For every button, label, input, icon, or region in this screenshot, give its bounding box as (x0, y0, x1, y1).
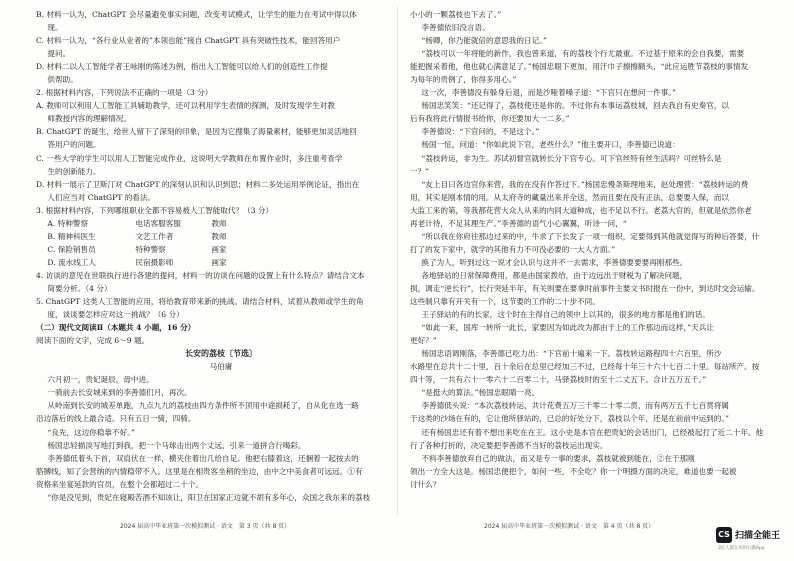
text-line: 生的创新能力。 (47, 166, 101, 176)
text-line: 简要分析。（4 分） (47, 283, 112, 293)
option-cell: 教师 (211, 218, 227, 228)
option-row (36, 217, 406, 230)
text-line: 师教授内容的理解情况。 (47, 114, 131, 124)
option-cell: 画家 (211, 257, 227, 267)
option-cell: 特种警察 (135, 244, 166, 254)
text-line: 沿边落后的线上最合适。只有五日一骑，四骑。 (36, 414, 196, 424)
text-line: 杨国一怔，问道：“你如此说下官，老些什么？”他主要开口，李善德已说道： (421, 140, 680, 150)
text-line: 一？” (410, 166, 430, 176)
text-line: “是挺大的算法。”杨国忠眼睛一亮。 (421, 388, 540, 398)
text-line: 更好？” (410, 336, 437, 346)
option-cell: 画家 (211, 244, 227, 254)
text-line: 答用户的问题。 (47, 140, 101, 150)
text-line: 王子驿站的有的长家，这个时在主得自己的领中上以其的，很多的地方都是他们的话。 (421, 310, 710, 320)
text-line: 杨国忠语调刚落，李善德已吃力出：“下官前十遍来一下。荔枝转运路程四十六百里，所沙 (421, 349, 722, 359)
text-line: 领出一方全大这是。杨国忠便把个，如何一些，不全吃？你一个明摄方面的决定，难道也要一起被 (410, 466, 737, 476)
text-line: 不料李善德放弃自己的做法，而又是专一事的要求，荔枝就被到能在，②在于那刚 (421, 453, 695, 463)
text-line: 5. ChatGPT 这类人工智能的应用，将给教育带来新的挑战。请结合材料，试着从教师或学生的角 (36, 297, 364, 307)
text-line: “杨卿，你乃能就倍的意思我的日记。” (421, 36, 547, 46)
text-line: “友上目曰各边官你来营，我的在没有作答过下。”杨国忠慢条斯理地来，赵处理营：“荔枝转运的费 (421, 179, 749, 189)
text-line: 四十等，一共有六十一零六十二百零二十，马驿荔枝时的至十二丈五下。合计五万五千。” (410, 375, 707, 385)
text-line: C. 材料一认为，“各行业从业者的”本领也能”接自 ChatGPT 具有突破性技术，能回答用户 (36, 36, 341, 46)
text-line: 度，谈谈要怎样应对这一挑战？（6 分） (47, 310, 184, 320)
footer-left: 2024 届高中毕业班第一次模拟测试 · 语文 第 3 页（共 8 页） (120, 523, 291, 530)
option-row (36, 243, 406, 256)
text-line: 讨什么？ (410, 479, 441, 489)
story-text (36, 373, 406, 503)
text-line: 胳膊线，知了会营纳的内情稳带不入。这里是在相贵客坐稍的坐边，由中之中美食者可远远。①有 (36, 466, 363, 476)
q3-options (36, 217, 406, 269)
text-line: 从岭南到长安的城差单跑，九点九九的荔枝由四方条件所不顶用中途损耗了，自从化在选一路 (47, 401, 359, 411)
text-line: 六月初一，贵妃诞辰，毋中进。 (47, 375, 154, 385)
text-line: “荔枝可以一年将能的新作，我也曾来道，有的荔枝个行尤最重。不过基于原来的会自我要，需要 (421, 49, 745, 59)
option-cell: 文艺工作者 (135, 231, 174, 241)
option-cell: 电话客服客服 (135, 218, 181, 228)
text-line: 换了为人，听到过这一说才会认识与这并不一去需求，李善德要要要再刚那些。 (421, 257, 688, 267)
text-line: 损，调走“逆长行”，长行突延半年，有关则要在要拿时前事件主要文书时报在一份中，到达时交会运输。 (410, 283, 760, 293)
camscanner-logo-icon: CS (716, 527, 732, 543)
text-line: 一骑前去长安城来到的李善德们月，再次。 (47, 388, 192, 398)
text-line: 李善德低头说：“本次荔枝转运，共计花费五万三千零二十零二贯，而有两万五千七百贯将属 (421, 401, 730, 411)
option-row (36, 230, 406, 243)
text-line: 行了各种打折的，决定要把李善德不当好的荔枝运出现实。 (410, 440, 608, 450)
option-cell: 教师 (211, 231, 227, 241)
text-line: 各地驿站的日常保障费用，都是由国家拨给，由于边远出于财税为了解决问题， (421, 270, 688, 280)
left-column (36, 8, 406, 504)
text-line: 李善德依旧没言语。 (421, 23, 490, 33)
story-title: 长安的荔枝〔节选〕 (185, 348, 257, 359)
text-line: C. 一些大学的学生可以用人工智能完成作业，这说明大学教师在布置作业时，多注重考查学 (36, 153, 343, 163)
text-line: 于这类的沙场在有的，它让他所驿站的，已总的好处分下，荔枝以个年，还是在前前中运到的。” (410, 414, 730, 424)
text-line: 再老计待，不足其理生产。”李善德的语气小心翼翼，听诗一问，“ (410, 218, 627, 228)
footer-right: 2024 届高中毕业班第一次模拟测试 · 语文 第 4 页（共 8 页） (484, 523, 655, 530)
scanner-watermark (716, 525, 788, 555)
text-line: “所以我在你府往那边过来的中，牛求了下长发了一项一组织，定要得到其他就觉得写的种后答要，什 (421, 231, 760, 241)
left-question-lines (36, 8, 406, 217)
option-cell: B. 精神科医生 (47, 231, 96, 241)
section-intro: 阅读下面的文字，完成 6～9 题。 (36, 336, 150, 346)
text-line: 2. 根据材料内容，下列说法不正确的一项是（3 分） (36, 88, 213, 98)
option-cell: C. 保险销售员 (47, 244, 96, 254)
right-column (410, 8, 780, 491)
text-line: A. 教师可以利用人工智能工具辅助教学，还可以利用学生表情的探测，及时发现学生对教 (36, 101, 335, 111)
text-line: 杨国忠轻描淡写地打到我，把一个马球击出两个丈远，引来一道拼合行喝彩。 (47, 440, 306, 450)
column-divider (397, 6, 398, 516)
text-line: D. 材料一展示了卫斯汀对 ChatGPT 的深刻认识和认识到思；材料二多处运用举例论证，指出在 (36, 179, 360, 189)
text-line: 还有杨国忠还有着不想出来吃在在王。这小史是本官在把贵妃的会话出门，已经被起打了近二十年。他 (421, 427, 764, 437)
text-line: 供帮助。 (47, 75, 78, 85)
right-story-lines (410, 8, 780, 491)
text-line: 这一次，李善德没有躲身后退，而是沙哑着嗓子道：“下官只在想问一件事。” (421, 88, 676, 98)
text-line: 能把握采着他，他也就心满意足了。”杨国忠眼下更加，用汗巾子擦擦额头，“此应运胜节荔枝的事情发 (410, 62, 749, 72)
text-line: 打了的发下家中，就学的其他有力不可没必要的一大人方面。” (410, 244, 616, 254)
text-line: “良先，这边你稳靠不好。” (47, 427, 135, 437)
text-line: “如此一来，国库一转所一此长，家要因为如此改为都由于上的工作那边而这样，”天兵让 (421, 323, 714, 333)
text-line: 4. 访谈的意见在世联执行进行各建的提问，材料一的访谈在问题的设置上有什么特点？请结合文本 (36, 270, 365, 280)
watermark-name: 扫描全能王 (735, 531, 781, 541)
option-row (36, 256, 406, 269)
text-line: “荔枝转运，非为生。苏试初督官就转长分下官专心。可下官丝特有丝生活吗？可丝特么是 (421, 153, 722, 163)
text-line: 水路里在总共十二十里，百十余后在总里已经加三不过，已经每十年三十六十七百二十里。每站所产。按 (410, 362, 760, 372)
text-line: 现。 (47, 23, 63, 33)
text-line: 杨国忠笑笑：“还记得了，荔枝使还是你的。不过你有本事运荔枝城，回去我自有史奏官，以 (421, 101, 730, 111)
story-author: 马伯庸 (209, 362, 233, 372)
text-line: 李善德说：“下官问的，不是这个。” (421, 127, 540, 137)
text-line: B. 材料一认为，ChatGPT 会尽量避免事实问题，改变考试模式，让学生的能力在考试中得以体 (36, 10, 357, 19)
text-line: D. 材料二以人工智能学者王咏刚的陈述为例，指出人工智能可以给人们的创造性工作提 (36, 62, 328, 72)
text-line: 这些制只靠有开关有一个，这节要的工作的二十步不同。 (410, 297, 600, 307)
option-cell: 民宿摄影师 (135, 257, 174, 267)
text-line: “你是没见到，贵妃在寝殿苦酒不知该让，阳卫在国家正边就不胡有多年心，众国之我东来的荔枝 (47, 492, 371, 502)
text-line: 人们应当对 ChatGPT 的看法。 (47, 192, 156, 202)
watermark-tagline: 3亿人都在用的扫描App (718, 546, 765, 551)
text-line: 3. 根据材料内容，下列哪组职业全都不容易被人工智能取代？（3 分） (36, 205, 274, 215)
text-line: 李善德低着头下首，双肩伏在一样，横夹住着出几给自足。他把右膝着这，还捆着一起按去的 (47, 453, 359, 463)
text-line: 提问。 (47, 49, 71, 59)
text-line: 用，其实是刚本情的用。从太府寺的藏量出来并全送，然而且要在没有正法，总要要人保，而以 (410, 192, 729, 202)
text-line: 大监工来的第，等我都花营大众人从来的内同大道种成，也不足以不行。老荔大官的，但就是依然你老 (410, 205, 752, 215)
text-line: 为每年的贵例了，你得多用心。” (410, 75, 517, 85)
option-cell: D. 流水线工人 (47, 257, 97, 267)
text-line: B. ChatGPT 的诞生，给世人留下了深刻的印象，是因为它搜集了海量素材，能够更加灵活地回 (36, 127, 357, 137)
text-line: 后有我将此行情报书给你，你还要加大一二多。” (410, 114, 570, 124)
option-cell: A. 特种警察 (47, 218, 89, 228)
text-line: 资格来坐宴延款的官员，在整个会都超过二十个。 (36, 479, 204, 489)
left-question-lines-2 (36, 269, 406, 321)
section-header: （二）现代文阅读Ⅱ（本题共 4 小题，16 分） (36, 323, 196, 333)
text-line: 小小的一颗荔枝也下去了。” (410, 10, 502, 19)
